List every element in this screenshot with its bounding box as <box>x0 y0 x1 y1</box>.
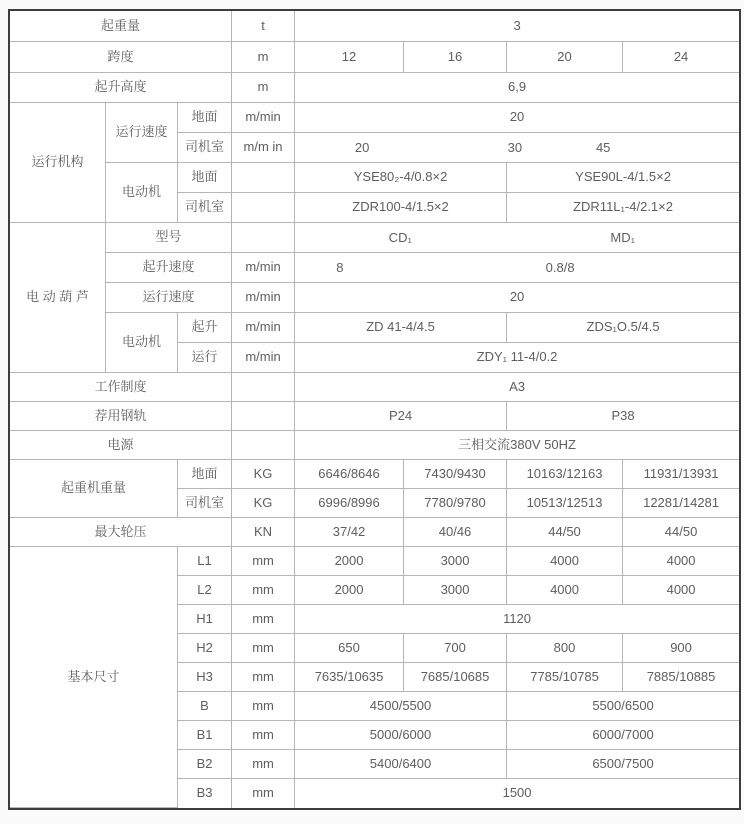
value-crane-weight-ground-4: 11931/13931 <box>623 460 739 489</box>
row-hoist-travel-speed <box>10 283 739 313</box>
row-travel-motor-ground <box>10 163 739 193</box>
unit-dim-b3: mm <box>232 779 295 808</box>
unit-empty <box>232 431 295 460</box>
value-rail-p38: P38 <box>507 402 739 431</box>
unit-dim-b: mm <box>232 692 295 721</box>
unit-max-wheel-load: KN <box>232 518 295 547</box>
label-lifting-capacity: 起重量 <box>10 11 232 42</box>
unit-empty <box>232 223 295 253</box>
row-travel-speed-ground <box>10 103 739 133</box>
value-span-16: 16 <box>404 42 507 73</box>
value-hoist-motor-lift-2: ZDS₁O.5/4.5 <box>507 313 739 343</box>
unit-travel-speed-cab: m/m in <box>232 133 295 163</box>
label-hoist-motor-lift: 起升 <box>178 313 232 343</box>
value-rail-p24: P24 <box>295 402 507 431</box>
crane-spec-table <box>8 9 741 810</box>
unit-dim-l2: mm <box>232 576 295 605</box>
unit-empty <box>232 402 295 431</box>
value-l1-3: 4000 <box>507 547 623 576</box>
unit-lifting-capacity: t <box>232 11 295 42</box>
value-l1-2: 3000 <box>404 547 507 576</box>
label-hoist-motor: 电动机 <box>106 313 178 373</box>
value-power-supply: 三相交流380V 50HZ <box>295 431 739 460</box>
row-span <box>10 42 739 73</box>
unit-dim-h1: mm <box>232 605 295 634</box>
value-b1-2: 6000/7000 <box>507 721 739 750</box>
value-hoist-motor-lift-1: ZD 41-4/4.5 <box>295 313 507 343</box>
row-recommended-rail <box>10 402 739 431</box>
value-span-12: 12 <box>295 42 404 73</box>
row-lift-height <box>10 73 739 103</box>
value-b-2: 5500/6500 <box>507 692 739 721</box>
value-b2-2: 6500/7500 <box>507 750 739 779</box>
value-lift-height: 6,9 <box>295 73 739 103</box>
label-cab: 司机室 <box>178 489 232 518</box>
value-b2-1: 5400/6400 <box>295 750 507 779</box>
value-h2-3: 800 <box>507 634 623 663</box>
section-label-travel-mechanism: 运行机构 <box>10 103 106 223</box>
label-dim-l2: L2 <box>178 576 232 605</box>
value-hoist-travel-speed: 20 <box>295 283 739 313</box>
label-hoist-travel-speed: 运行速度 <box>106 283 232 313</box>
label-recommended-rail: 荐用钢轨 <box>10 402 232 431</box>
unit-hoist-motor-travel: m/min <box>232 343 295 373</box>
value-h3-4: 7885/10885 <box>623 663 739 692</box>
row-lifting-capacity <box>10 11 739 42</box>
unit-dim-h3: mm <box>232 663 295 692</box>
value-lifting-capacity: 3 <box>295 11 739 42</box>
row-max-wheel-load <box>10 518 739 547</box>
value-wheel-load-1: 37/42 <box>295 518 404 547</box>
label-power-supply: 电源 <box>10 431 232 460</box>
label-cab: 司机室 <box>178 193 232 223</box>
value-h3-3: 7785/10785 <box>507 663 623 692</box>
label-hoist-lift-speed: 起升速度 <box>106 253 232 283</box>
value-travel-motor-ground-1: YSE80₂-4/0.8×2 <box>295 163 507 193</box>
value-l2-3: 4000 <box>507 576 623 605</box>
section-label-electric-hoist: 电 动 葫 芦 <box>10 223 106 373</box>
value-crane-weight-cab-3: 10513/12513 <box>507 489 623 518</box>
label-dim-b2: B2 <box>178 750 232 779</box>
unit-lift-height: m <box>232 73 295 103</box>
value-crane-weight-ground-2: 7430/9430 <box>404 460 507 489</box>
row-hoist-motor-lift <box>10 313 739 343</box>
value-travel-speed-ground: 20 <box>295 103 739 133</box>
value-b3: 1500 <box>502 785 532 801</box>
unit-travel-speed-ground: m/min <box>232 103 295 133</box>
value-l2-4: 4000 <box>623 576 739 605</box>
row-crane-weight-ground <box>10 460 739 489</box>
label-ground: 地面 <box>178 163 232 193</box>
value-hoist-model-cd1: CD₁ <box>388 229 412 245</box>
value-l2-1: 2000 <box>295 576 404 605</box>
label-ground: 地面 <box>178 103 232 133</box>
label-dim-h3: H3 <box>178 663 232 692</box>
value-h1: 1120 <box>295 605 739 634</box>
value-l2-2: 3000 <box>404 576 507 605</box>
unit-hoist-travel-speed: m/min <box>232 283 295 313</box>
row-hoist-model <box>10 223 739 253</box>
value-h3-1: 7635/10635 <box>295 663 404 692</box>
unit-crane-weight-ground: KG <box>232 460 295 489</box>
unit-dim-b2: mm <box>232 750 295 779</box>
unit-dim-h2: mm <box>232 634 295 663</box>
value-crane-weight-cab-4: 12281/14281 <box>623 489 739 518</box>
label-duty-class: 工作制度 <box>10 373 232 402</box>
value-span-20: 20 <box>507 42 623 73</box>
value-wheel-load-3: 44/50 <box>507 518 623 547</box>
label-dim-b1: B1 <box>178 721 232 750</box>
row-hoist-lift-speed <box>10 253 739 283</box>
spec-table <box>10 11 739 808</box>
row-dim-l1 <box>10 547 739 576</box>
value-wheel-load-4: 44/50 <box>623 518 739 547</box>
value-l1-1: 2000 <box>295 547 404 576</box>
value-travel-motor-cab-1: ZDR100-4/1.5×2 <box>295 193 507 223</box>
label-dim-h2: H2 <box>178 634 232 663</box>
unit-hoist-lift-speed: m/min <box>232 253 295 283</box>
value-cab-speed-20: 20 <box>354 139 370 155</box>
value-cab-speed-45: 45 <box>595 139 611 155</box>
value-travel-motor-cab-2: ZDR11L₁-4/2.1×2 <box>507 193 739 223</box>
label-ground: 地面 <box>178 460 232 489</box>
unit-dim-b1: mm <box>232 721 295 750</box>
value-wheel-load-2: 40/46 <box>404 518 507 547</box>
label-dim-h1: H1 <box>178 605 232 634</box>
unit-empty <box>232 163 295 193</box>
value-crane-weight-cab-2: 7780/9780 <box>404 489 507 518</box>
value-h2-1: 650 <box>295 634 404 663</box>
unit-dim-l1: mm <box>232 547 295 576</box>
unit-span: m <box>232 42 295 73</box>
label-travel-motor: 电动机 <box>106 163 178 223</box>
unit-hoist-motor-lift: m/min <box>232 313 295 343</box>
label-hoist-model: 型号 <box>106 223 232 253</box>
label-travel-speed: 运行速度 <box>106 103 178 163</box>
value-hoist-lift-speed-1: 8 <box>336 259 344 275</box>
unit-empty <box>232 373 295 402</box>
unit-empty <box>232 193 295 223</box>
value-h3-2: 7685/10685 <box>404 663 507 692</box>
section-label-crane-weight: 起重机重量 <box>10 460 178 518</box>
label-hoist-motor-travel: 运行 <box>178 343 232 373</box>
value-crane-weight-ground-1: 6646/8646 <box>295 460 404 489</box>
label-dim-l1: L1 <box>178 547 232 576</box>
value-duty-class: A3 <box>295 373 739 402</box>
section-label-basic-dimensions: 基本尺寸 <box>10 547 178 808</box>
value-span-24: 24 <box>623 42 739 73</box>
value-hoist-lift-speed-2: 0.8/8 <box>545 259 575 275</box>
value-travel-speed-cab <box>295 133 739 163</box>
label-max-wheel-load: 最大轮压 <box>10 518 232 547</box>
value-hoist-model-md1: MD₁ <box>610 229 636 245</box>
value-travel-motor-ground-2: YSE90L-4/1.5×2 <box>507 163 739 193</box>
value-hoist-motor-travel: ZDY₁ 11-4/0.2 <box>295 343 739 373</box>
value-b1-1: 5000/6000 <box>295 721 507 750</box>
value-hoist-lift-speed <box>295 253 739 283</box>
unit-crane-weight-cab: KG <box>232 489 295 518</box>
value-h2-2: 700 <box>404 634 507 663</box>
value-hoist-model <box>295 223 739 253</box>
value-l1-4: 4000 <box>623 547 739 576</box>
value-crane-weight-ground-3: 10163/12163 <box>507 460 623 489</box>
label-dim-b3: B3 <box>178 779 232 808</box>
row-power-supply <box>10 431 739 460</box>
row-duty-class <box>10 373 739 402</box>
label-dim-b: B <box>178 692 232 721</box>
value-b-1: 4500/5500 <box>295 692 507 721</box>
value-crane-weight-cab-1: 6996/8996 <box>295 489 404 518</box>
value-h2-4: 900 <box>623 634 739 663</box>
label-cab: 司机室 <box>178 133 232 163</box>
label-span: 跨度 <box>10 42 232 73</box>
value-cab-speed-30: 30 <box>507 139 523 155</box>
label-lift-height: 起升高度 <box>10 73 232 103</box>
